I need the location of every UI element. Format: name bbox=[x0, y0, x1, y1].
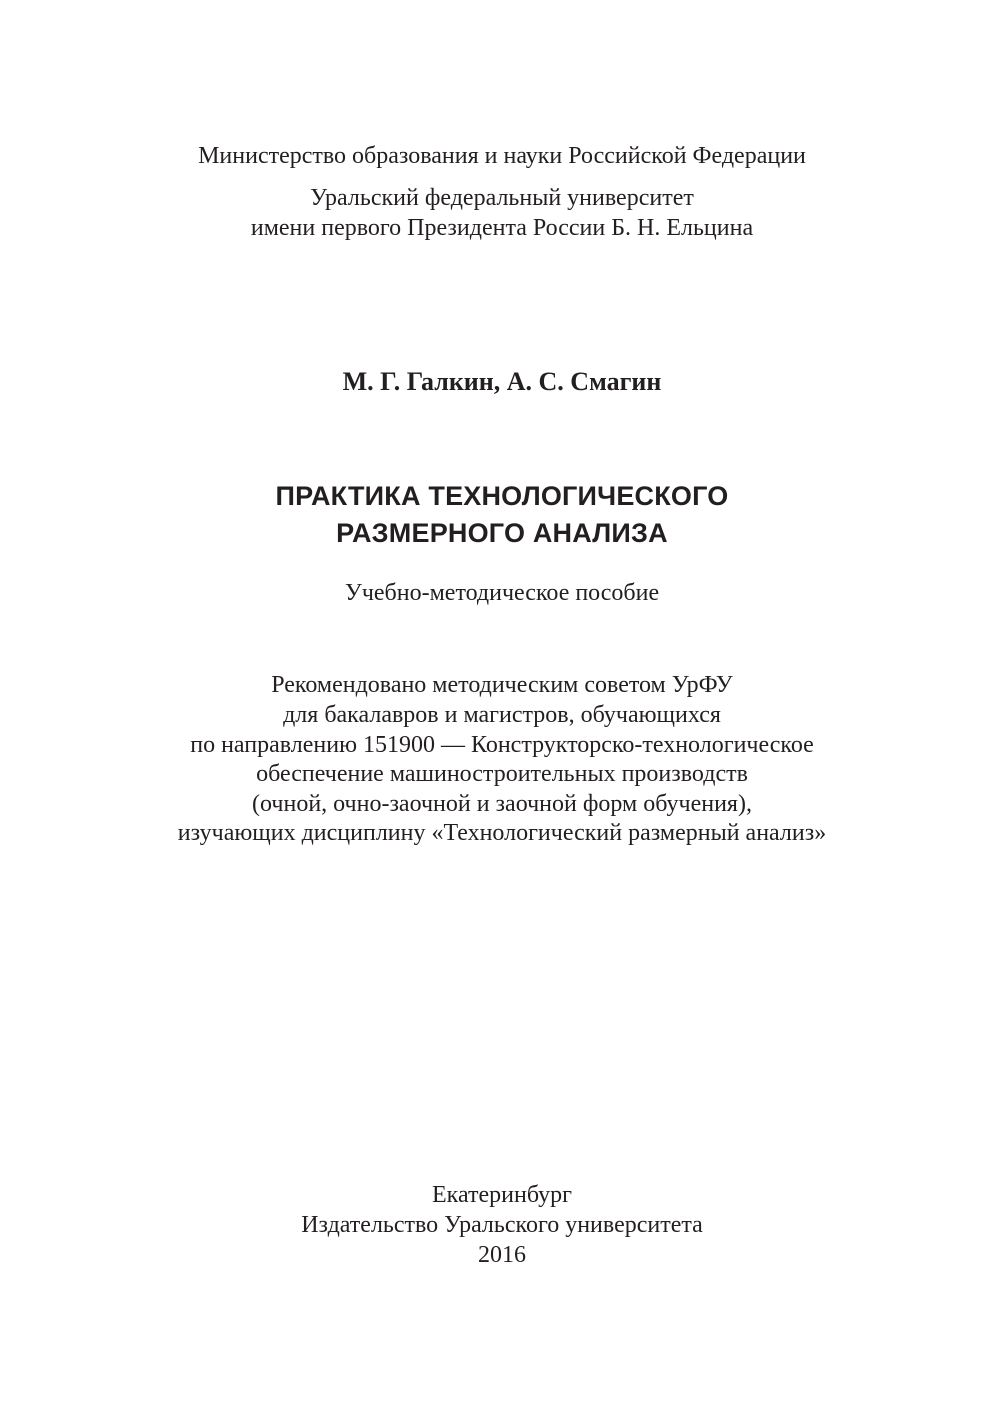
imprint-city: Екатеринбург bbox=[432, 1182, 572, 1208]
university-name-line-2: имени первого Президента России Б. Н. Ельцина bbox=[250, 215, 754, 241]
book-title-line-2: РАЗМЕРНОГО АНАЛИЗА bbox=[336, 518, 668, 548]
imprint-publisher: Издательство Уральского университета bbox=[301, 1212, 703, 1238]
recommendation-line: Рекомендовано методическим советом УрФУ bbox=[271, 672, 733, 698]
recommendation-line: для бакалавров и магистров, обучающихся bbox=[283, 702, 721, 728]
book-title-line-1: ПРАКТИКА ТЕХНОЛОГИЧЕСКОГО bbox=[275, 481, 729, 511]
authors: М. Г. Галкин, А. С. Смагин bbox=[342, 367, 662, 396]
book-subtitle: Учебно-методическое пособие bbox=[344, 580, 660, 606]
recommendation-line: (очной, очно-заочной и заочной форм обучения), bbox=[252, 791, 752, 817]
recommendation-line: обеспечение машиностроительных производств bbox=[256, 761, 748, 787]
ministry-name: Министерство образования и науки Российской Федерации bbox=[198, 143, 806, 169]
recommendation-line: изучающих дисциплину «Технологический размерный анализ» bbox=[177, 820, 827, 846]
recommendation-line: по направлению 151900 — Конструкторско-технологическое bbox=[190, 732, 814, 758]
university-name-line-1: Уральский федеральный университет bbox=[310, 185, 694, 211]
imprint-year: 2016 bbox=[478, 1242, 526, 1268]
